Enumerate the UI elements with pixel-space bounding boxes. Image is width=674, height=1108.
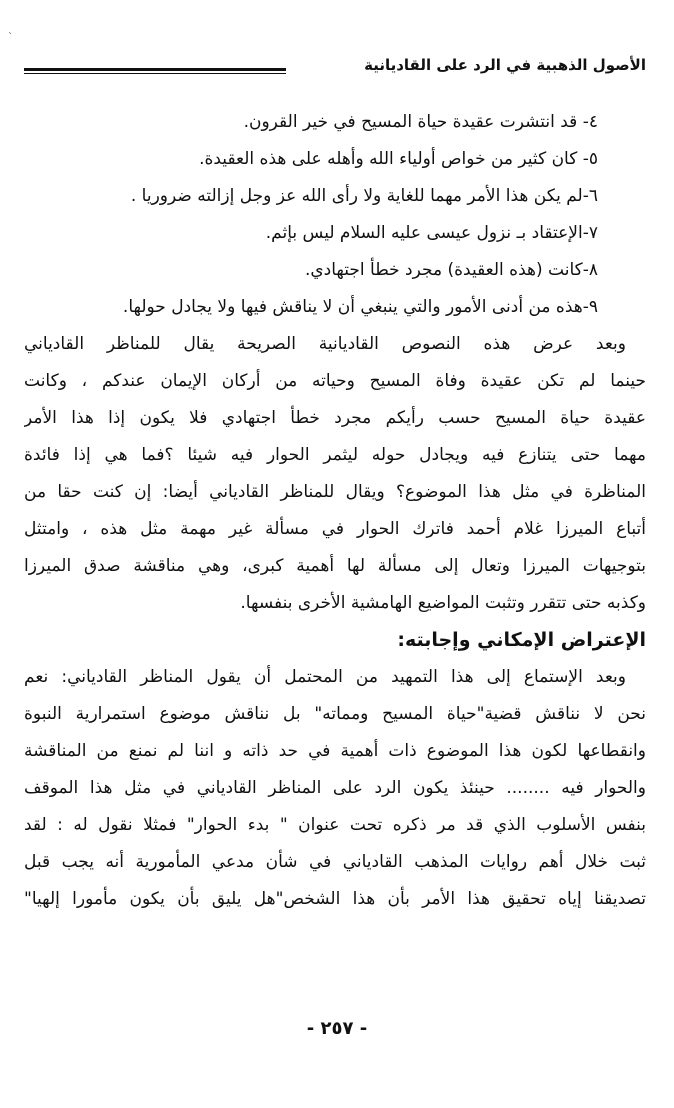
- section-heading: الإعتراض الإمكاني وإجابته:: [397, 629, 646, 651]
- paragraph-line: ثبت خلال أهم روايات المذهب القادياني في شأن مدعي المأمورية أنه يجب قبل: [24, 852, 646, 872]
- paragraph-line: وانقطاعها لكون هذا الموضوع ذات أهمية في حد ذاته و اننا لم نمنع من المناقشة: [24, 741, 646, 761]
- paragraph-line: وكذبه حتى تتقرر وتثبت المواضيع الهامشية الأخرى بنفسها.: [240, 593, 646, 613]
- list-item-4: ٤- قد انتشرت عقيدة حياة المسيح في خير القرون.: [243, 112, 598, 132]
- paragraph-line: والحوار فيه ........ حينئذ يكون الرد على المناظر القادياني في مثل هذا الموقف: [24, 778, 646, 798]
- list-item-8: ٨-كانت (هذه العقيدة) مجرد خطأ اجتهادي.: [304, 260, 598, 280]
- paragraph-line: أتباع الميرزا غلام أحمد فاترك الحوار في مسألة غير مهمة مثل هذه ، وامتثل: [24, 519, 646, 539]
- list-item-6: ٦-لم يكن هذا الأمر مهما للغاية ولا رأى الله عز وجل إزالته ضروريا .: [130, 186, 598, 206]
- paragraph-line: مهما حتى يتنازع فيه ويجادل حوله ليثمر الحوار فيه شيئا ؟فما هي إذا فائدة: [24, 445, 646, 465]
- list-item-9: ٩-هذه من أدنى الأمور والتي ينبغي أن لا يناقش فيها ولا يجادل حولها.: [122, 297, 598, 317]
- paragraph-line: تصديقنا إياه تحقيق هذا الأمر بأن هذا الشخص"هل يليق بأن يكون مأمورا إلهيا": [24, 889, 646, 909]
- header-title: الأصول الذهبية في الرد على القاديانية: [364, 56, 646, 74]
- paragraph-line: وبعد عرض هذه النصوص القاديانية الصريحة يقال للمناظر القادياني: [24, 334, 626, 354]
- list-item-5: ٥- كان كثير من خواص أولياء الله وأهله على هذه العقيدة.: [199, 149, 598, 169]
- paragraph-line: نحن لا نناقش قضية"حياة المسيح ومماته" بل نناقش موضوع استمرارية النبوة: [24, 704, 646, 724]
- running-header: [24, 54, 646, 84]
- header-rule: [24, 68, 286, 74]
- paragraph-line: وبعد الإستماع إلى هذا التمهيد من المحتمل أن يقول المناظر القادياني: نعم: [24, 667, 626, 687]
- paragraph-line: المناظرة في مثل هذا الموضوع؟ ويقال للمناظر القادياني أيضا: إن كنت حقا من: [24, 482, 646, 502]
- paragraph-line: بنفس الأسلوب الذي قد مر ذكره تحت عنوان " بدء الحوار" فمثلا نقول له : لقد: [24, 815, 646, 835]
- corner-mark: `: [8, 32, 13, 43]
- list-item-7: ٧-الإعتقاد بـ نزول عيسى عليه السلام ليس بإثم.: [265, 223, 598, 243]
- page-number: - ٢٥٧ -: [306, 1018, 368, 1039]
- paragraph-line: بتوجيهات الميرزا وتعال إلى مسألة لها أهمية كبرى، وهي مناقشة صدق الميرزا: [24, 556, 646, 576]
- paragraph-line: عقيدة حياة المسيح حسب رأيكم مجرد خطأ اجتهادي فلا يكون إذا هذا الأمر: [24, 408, 646, 428]
- page-body: [24, 104, 646, 918]
- paragraph-line: حينما لم تكن عقيدة وفاة المسيح وحياته من أركان الإيمان عندكم ، وكانت: [24, 371, 646, 391]
